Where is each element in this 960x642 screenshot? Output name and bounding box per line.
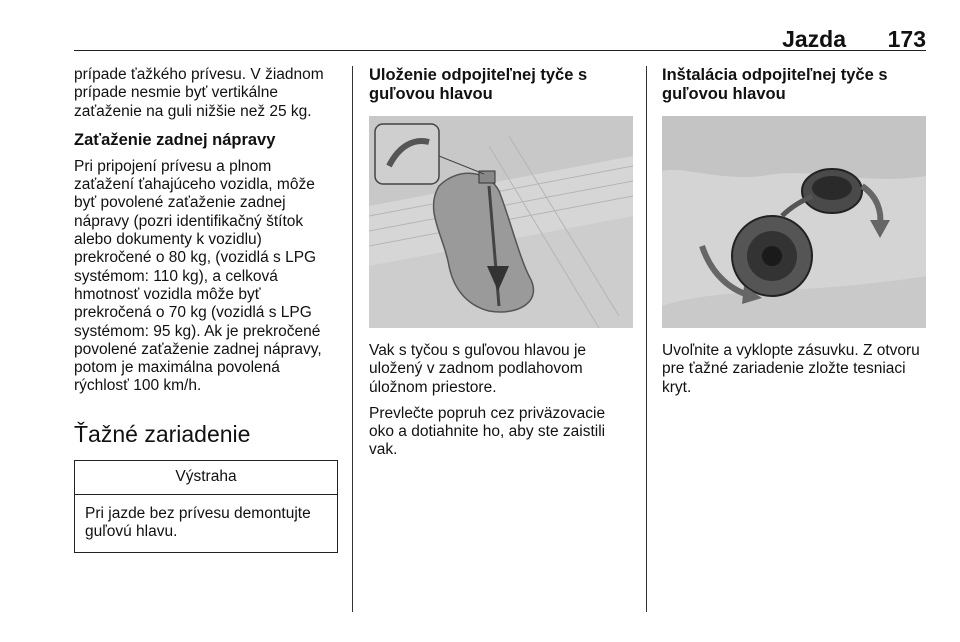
warning-body: Pri jazde bez prívesu demontujte guľovú hlavu. xyxy=(85,505,311,541)
warning-box xyxy=(74,460,338,553)
rear-axle-paragraph: Pri pripojení prívesu a plnom zaťažení ťahajúceho vozidla, môže byť povolené zaťaženie zadnej nápravy (pozri identifikačný štítok alebo dokumenty k vozidlu) prekročené o 80 kg, (vozidlá s LPG systémom: 110 kg), a celková hmotnosť vozidla môže byť prekročená o 70 kg (vozidlá s LPG systémom: 95 kg). Ak je prekročené povolené zaťaženie zadnej nápravy, potom je maximálna povolená rýchlosť 100 km/h. xyxy=(74,157,322,395)
warning-title: Výstraha xyxy=(75,461,337,495)
storage-paragraph-1: Vak s tyčou s guľovou hlavou je uložený v zadnom podlahovom úložnom priestore. xyxy=(369,342,587,396)
installation-paragraph-1: Uvoľnite a vyklopte zásuvku. Z otvoru pre ťažné zariadenie zložte tesniaci kryt. xyxy=(662,342,920,396)
storage-paragraph-2: Prevlečte popruh cez priväzovacie oko a dotiahnite ho, aby ste zaistili vak. xyxy=(369,404,606,459)
page-number: 173 xyxy=(887,26,926,52)
column-1 xyxy=(74,66,338,553)
column-3 xyxy=(662,66,928,405)
storage-bag-illustration xyxy=(369,116,633,328)
socket-drawing xyxy=(662,116,926,328)
installation-heading: Inštalácia odpojiteľnej tyče s guľovou hlavou xyxy=(662,66,888,103)
socket-illustration xyxy=(662,116,926,328)
column-divider-2 xyxy=(646,66,647,612)
storage-heading: Uloženie odpojiteľnej tyče s guľovou hlavou xyxy=(369,66,588,103)
rear-axle-heading: Zaťaženie zadnej nápravy xyxy=(74,130,276,149)
column-divider-1 xyxy=(352,66,353,612)
column-2 xyxy=(369,66,633,468)
intro-paragraph: prípade ťažkého prívesu. V žiadnom prípade nesmie byť vertikálne zaťaženie na guli nižšie než 25 kg. xyxy=(74,66,324,120)
storage-bag-drawing xyxy=(369,116,633,328)
chapter-title: Jazda xyxy=(782,26,846,52)
header-rule xyxy=(74,50,926,51)
towing-section-heading: Ťažné zariadenie xyxy=(74,420,251,447)
page-header xyxy=(74,26,926,52)
